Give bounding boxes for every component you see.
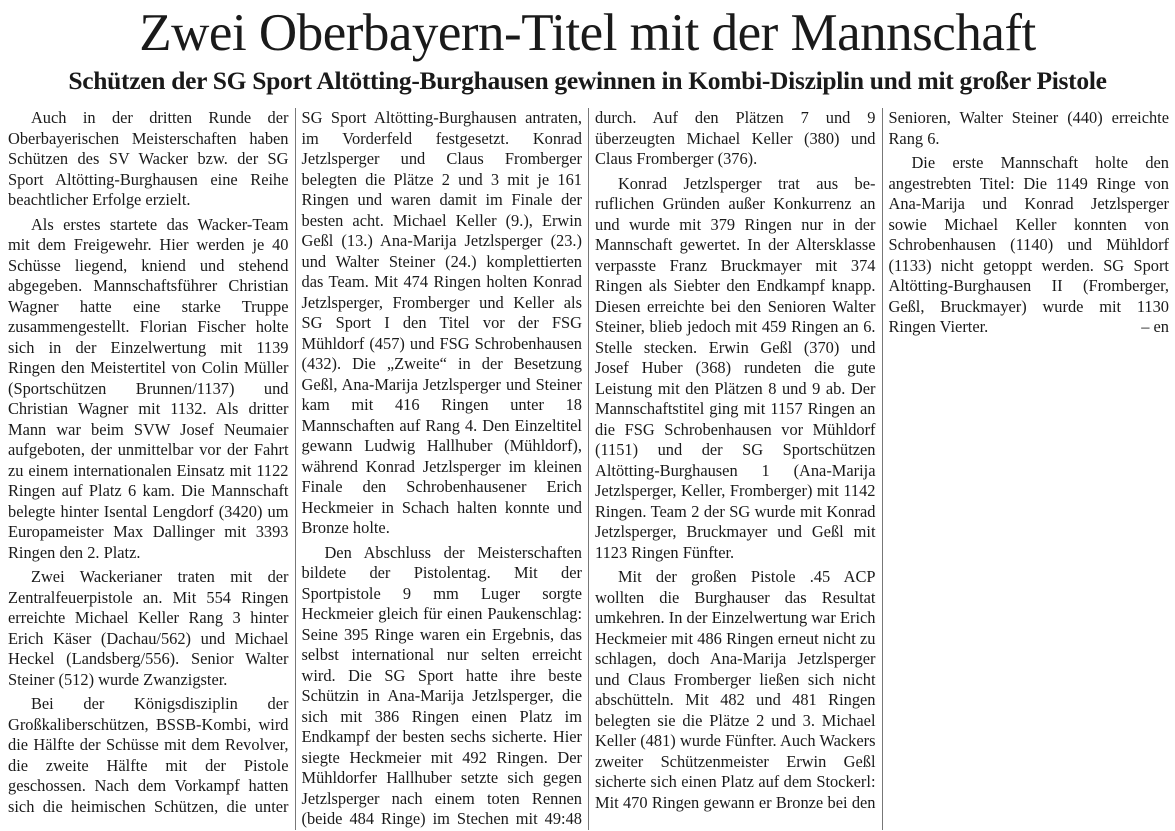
article-body	[8, 108, 1169, 830]
paragraph-sportpistole: Den Abschluss der Meisterschaften bildete der Pistolentag. Mit der Sportpistole 9 mm Luger sorgte Heckmeier gleich für einen Paukenschlag: Seine 395 Ringe waren ein Ergebnis, das selbst international nur selten erreicht wird. Die SG Sport hatte ihre beste Schützin in Ana-Marija Jetzlsperger, die sich mit 386 Ringen einen Platz im Endkampf der besten sechs sicherte. Hier siegte Heckmeier mit 492 Ringen. Der Mühldorfer Hallhuber setzte sich gegen Jetzlsperger nach einem toten Rennen (beide 484 Ringe) im Stechen mit 49:48 durch. Auf den Plätzen 7 und 9 überzeugten Michael Keller (380) und Claus Fromberger (376).	[301, 108, 876, 828]
paragraph-mannschaft	[889, 153, 1170, 338]
subheadline: Schützen der SG Sport Altötting-Burghausen gewinnen in Kombi-Disziplin und mit großer Pistole	[68, 66, 1107, 95]
paragraph-bssb-kombi: Bei der Königsdisziplin der Großkaliberschützen, BSSB-Kombi, wird die Hälfte der Schüsse mit dem Revolver, die zweite Hälfte mit der Pistole geschossen. Nach dem Vorkampf hatten sich die heimischen Schützen, die unter SG Sport Altötting-Burghausen antraten, im Vorderfeld festgesetzt. Konrad Jetzlsperger und Claus Fromberger belegten die Plätze 2 und 3 mit je 161 Ringen und waren damit im Finale der besten acht. Michael Keller (9.), Erwin Geßl (13.) Ana-Marija Jetzlsperger (23.) und Walter Steiner (24.) komplettierten das Team. Mit 474 Ringen holten Konrad Jetzlsperger, Fromberger und Keller als SG Sport I den Titel vor der FSG Mühldorf (457) und FSG Schrobenhausen (432). Die „Zweite“ in der Besetzung Geßl, Ana-Marija Jetzlsperger und Steiner kam mit 416 Ringen unter 18 Mannschaften auf Rang 4. Den Einzeltitel gewann Ludwig Hallhuber (Mühldorf), während Konrad Jetzlsperger im kleinen Finale den Schrobenhausener Erich Heckmeier in Schach halten konnte und Bronze holte.	[8, 108, 582, 816]
author-signature: – en	[1141, 317, 1169, 336]
paragraph-zentralfeuerpistole: Zwei Wackerianer traten mit der Zentralfeuerpistole an. Mit 554 Ringen erreichte Michael Keller Rang 3 hinter Erich Käser (Dachau/562) und Michael Heckel (Landsberg/556). Senior Walter Steiner (512) wurde Zwanzigster.	[8, 567, 289, 689]
paragraph-freigewehr: Als erstes startete das Wacker-Team mit dem Freigewehr. Hier werden je 40 Schüsse liegend, kniend und stehend abgegeben. Mannschaftsführer Christian Wagner hatte eine starke Truppe zusammengestellt. Florian Fischer holte sich in der Einzelwertung mit 1139 Ringen den Meistertitel von Colin Müller (Sportschützen Brunnen/1137) und Christian Wagner mit 1132. Als dritter Mann war beim SVW Josef Neumaier aufgeboten, der unmittelbar vor der Fahrt zu einem internationalen Einsatz mit 1122 Ringen auf Platz 6 kam. Die Mannschaft belegte hinter Isental Lengdorf (3420) um Europameister Max Dallinger mit 3393 Ringen den 2. Platz.	[8, 214, 289, 562]
paragraph-intro: Auch in der dritten Runde der Oberbayerischen Meisterschaften haben Schützen des SV Wacker bzw. der SG Sport Altötting-Burghausen eine Reihe beachtlicher Erfolge erzielt.	[8, 108, 289, 209]
paragraph-altersklasse: Konrad Jetzlsperger trat aus beruflichen Gründen außer Konkurrenz an und wurde mit 379 Ringen nur in der Mannschaft gewertet. In der Altersklasse verpasste Franz Bruckmayer mit 374 Ringen als Siebter den Endkampf knapp. Diesen erreichte bei den Senioren Walter Steiner, blieb jedoch mit 459 Ringen an 6. Stelle stecken. Erwin Geßl (370) und Josef Huber (368) rundeten die gute Leistung mit den Plätzen 8 und 9 ab. Der Mannschaftstitel ging mit 1157 Ringen an die FSG Schrobenhausen vor Mühldorf (1151) und der SG Sportschützen Altötting-Burghausen 1 (Ana-Marija Jetzlsperger, Keller, Fromberger) mit 1142 Ringen. Team 2 der SG wurde mit Konrad Jetzlsperger, Bruckmayer und Geßl mit 1123 Ringen Fünfter.	[595, 173, 876, 562]
headline: Zwei Oberbayern-Titel mit der Mannschaft	[139, 4, 1036, 62]
paragraph-grosse-pistole: Mit der großen Pistole .45 ACP wollten die Burghauser das Resultat umkehren. In der Einzelwertung war Erich Heckmeier mit 486 Ringen erneut nicht zu schlagen, doch Ana-Marija Jetzlsperger und Claus Fromberger ließen sich nicht abschütteln. Mit 482 und 481 Ringen belegten sie die Plätze 2 und 3. Michael Keller (481) wurde Fünfter. Auch Wackers zweiter Schützenmeister Erwin Geßl sicherte sich einen Platz auf dem Stockerl: Mit 470 Ringen gewann er Bronze bei den Senioren, Walter Steiner (440) erreichte Rang 6.	[595, 108, 1169, 812]
paragraph-mannschaft-text: Die erste Mannschaft holte den angestrebten Titel: Die 1149 Ringe von Ana-Marija und Konrad Jetzlsperger sowie Michael Keller konnten von Schrobenhausen (1140) und Mühldorf (1133) nicht getoppt werden. SG Sport Altötting-Burghausen II (Fromberger, Geßl, Bruckmayer) wurde mit 1130 Ringen Vierter.	[888, 153, 1169, 336]
